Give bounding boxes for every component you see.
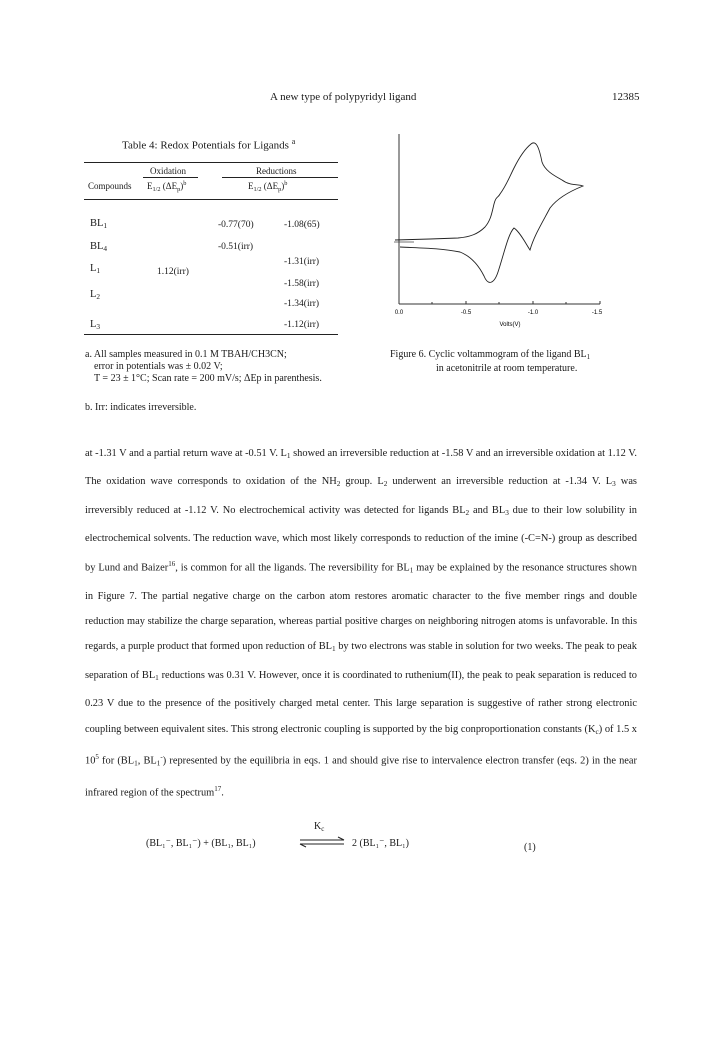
table-head-reductions-rule bbox=[222, 177, 338, 178]
body-text-sub: 1 bbox=[134, 759, 138, 768]
table-bottom-rule bbox=[84, 334, 338, 335]
table-head-e-ox-sup: b bbox=[183, 180, 187, 187]
cv-x-tick-label: -1.0 bbox=[527, 310, 539, 316]
table-head-e-ox-sub: 1/2 bbox=[152, 186, 161, 193]
body-text-run: by two electrons was stable in solution for two weeks. The peak to peak separation of BL bbox=[85, 641, 637, 681]
body-text-sub: 1 bbox=[409, 566, 414, 575]
compound-sub: 1 bbox=[103, 221, 108, 230]
table-cell-ox: 1.12(irr) bbox=[157, 267, 189, 277]
body-text-run: and BL bbox=[469, 504, 506, 516]
compound-base: BL bbox=[90, 218, 104, 229]
figure-cyclic-voltammogram bbox=[390, 128, 610, 332]
body-text-run: ) represented by the equilibria in eqs. 1 and should give rise to intervalence electron transfer (eqs. 2) in the near infrared region of the spectrum bbox=[85, 755, 637, 799]
equation-constant bbox=[314, 821, 324, 833]
table-cell-red2: -1.34(irr) bbox=[284, 299, 320, 309]
table-head-compounds: Compounds bbox=[88, 181, 132, 191]
page-number: 12385 bbox=[612, 91, 640, 103]
footnote-a-line1: a. All samples measured in 0.1 M TBAH/CH3CN; bbox=[85, 349, 287, 360]
figure-caption-line1 bbox=[390, 349, 660, 363]
compound-base: L bbox=[90, 319, 97, 330]
table-head-e-ox bbox=[147, 180, 186, 193]
compound-base: L bbox=[90, 263, 97, 274]
body-text-run: L bbox=[605, 476, 613, 488]
table-head-e-red-rest: (ΔE bbox=[261, 181, 279, 191]
cv-x-tick-label: -1.5 bbox=[591, 310, 603, 316]
table-cell-red2: -1.08(65) bbox=[284, 220, 320, 230]
body-text-sup: - bbox=[160, 752, 163, 761]
body-text-sub: 1 bbox=[156, 759, 161, 768]
body-text-sub: 2 bbox=[336, 480, 341, 489]
body-paragraph bbox=[85, 441, 637, 806]
equilibrium-arrows bbox=[298, 836, 346, 848]
cv-x-tick-label: -0.5 bbox=[460, 310, 472, 316]
body-text-run: showed an irreversible reduction at -1.58 V and an irreversible oxidation at 1.12 V. The oxidation wave corresponds to oxidation of the NH bbox=[85, 448, 637, 488]
body-text-run: at -1.31 V and a partial return wave at -0.51 V. bbox=[85, 448, 281, 459]
body-text-run: . bbox=[221, 787, 224, 799]
table-caption-sup: a bbox=[291, 137, 296, 146]
body-text-run: was irreversibly reduced at -1.12 V. No electrochemical activity was detected for ligands BL bbox=[85, 476, 637, 516]
body-text-sub: 2 bbox=[465, 508, 470, 517]
table-row-compound bbox=[90, 319, 100, 331]
table-cell-red2: -1.31(irr) bbox=[284, 257, 320, 267]
table-top-rule bbox=[84, 162, 338, 163]
table-cell-red1: -0.77(70) bbox=[218, 220, 254, 230]
table-head-oxidation-rule bbox=[143, 177, 198, 178]
compound-base: L bbox=[90, 289, 97, 300]
body-text-run: group. bbox=[340, 476, 378, 488]
table-head-oxidation: Oxidation bbox=[150, 166, 186, 176]
table-head-e-red-letter: E bbox=[248, 181, 254, 191]
figure-caption bbox=[390, 349, 660, 375]
equation-constant-letter: K bbox=[314, 821, 322, 832]
body-text-sub: 3 bbox=[612, 480, 616, 489]
body-text-run: reductions was 0.31 V. However, once it is coordinated to ruthenium(II), the peak to peak separation is reduced to 0.23 V due to the presence of the positively charged metal center. This large separation is suggestive of rather strong electronic coupling between equivalent sites. This strong electronic coupling is supported by the big conproportionation constants (K bbox=[85, 669, 638, 735]
figure-caption-line1-text: Figure 6. Cyclic voltammogram of the ligand BL bbox=[390, 349, 587, 360]
body-text-sub: 1 bbox=[332, 645, 336, 654]
table-head-e-ox-letter: E bbox=[147, 181, 153, 191]
body-text-run: due to their low solubility in electrochemical solvents. The reduction wave, which most likely corresponds to reduction of the imine (-C=N-) group as described by Lund and Baizer bbox=[85, 504, 638, 574]
table-head-e-red-sub2: p bbox=[278, 186, 282, 193]
body-text-run: underwent an irreversible reduction at -1.34 V. bbox=[387, 476, 606, 488]
body-text-sup: 5 bbox=[95, 752, 99, 761]
body-text-sub: 1 bbox=[286, 452, 291, 460]
table-head-e-red-sub: 1/2 bbox=[253, 186, 262, 193]
figure-caption-line2: in acetonitrile at room temperature. bbox=[436, 363, 578, 374]
cv-trace bbox=[395, 143, 583, 283]
body-text-run: , is common for all the ligands. The reversibility for BL bbox=[175, 562, 410, 574]
table-head-bottom-rule bbox=[84, 199, 338, 200]
body-text-sup: 16 bbox=[168, 559, 176, 568]
table-head-e-ox-sub2: p bbox=[177, 186, 181, 193]
compound-sub: 3 bbox=[96, 322, 101, 331]
table-caption bbox=[122, 137, 295, 152]
table-row-compound bbox=[90, 241, 107, 253]
table-head-e-red-close: ) bbox=[281, 181, 285, 191]
footnote-a-line3: T = 23 ± 1°C; Scan rate = 200 mV/s; ΔEp in parenthesis. bbox=[94, 373, 322, 384]
body-text-sub: 2 bbox=[383, 480, 388, 489]
body-text-sub: 3 bbox=[505, 508, 509, 517]
equation-left: (BL₁⁻, BL₁⁻) + (BL₁, BL₁) bbox=[146, 838, 256, 849]
table-cell-red1: -0.51(irr) bbox=[218, 242, 254, 252]
table-footnote-a bbox=[85, 349, 385, 385]
table-row-compound bbox=[90, 289, 100, 301]
table-footnote-b: b. Irr: indicates irreversible. bbox=[85, 402, 197, 413]
equation-number: (1) bbox=[524, 842, 536, 853]
running-title: A new type of polypyridyl ligand bbox=[270, 91, 417, 103]
table-row-compound bbox=[90, 218, 107, 230]
compound-sub: 4 bbox=[103, 244, 108, 253]
body-text-sub: 1 bbox=[155, 673, 159, 682]
equation-constant-sub: c bbox=[321, 825, 325, 833]
table-cell-red2: -1.58(irr) bbox=[284, 279, 320, 289]
equation-right: 2 (BL₁⁻, BL₁) bbox=[352, 838, 409, 849]
body-text-sup: 17 bbox=[214, 784, 222, 793]
compound-base: BL bbox=[90, 241, 104, 252]
table-head-e-red bbox=[248, 180, 287, 193]
body-text-sub: c bbox=[595, 727, 599, 736]
body-text-run: for (BL bbox=[98, 755, 135, 767]
table-head-e-ox-rest: (ΔE bbox=[160, 181, 178, 191]
table-caption-text: Table 4: Redox Potentials for Ligands bbox=[122, 139, 289, 152]
cv-x-tick-label: 0.0 bbox=[394, 310, 404, 316]
table-head-e-ox-close: ) bbox=[180, 181, 184, 191]
table-head-reductions: Reductions bbox=[256, 166, 297, 176]
body-text-run: L bbox=[280, 448, 287, 459]
table-cell-red2: -1.12(irr) bbox=[284, 320, 320, 330]
figure-caption-line1-sub: 1 bbox=[586, 353, 591, 361]
body-text-run: may be explained by the resonance structures shown in Figure 7. The partial negative charge on the carbon atom restores aromatic character to the five member rings and double reduction may stabilize the charge separation, whereas partial positive charges on neighboring nitrogen atoms is unfavorable. In this regards, a purple product that formed upon reduction of BL bbox=[85, 562, 638, 653]
compound-sub: 1 bbox=[96, 266, 101, 275]
footnote-a-line2: error in potentials was ± 0.02 V; bbox=[94, 361, 223, 372]
table-row-compound bbox=[90, 263, 100, 275]
compound-sub: 2 bbox=[96, 292, 101, 301]
body-text-run: , BL bbox=[137, 755, 157, 767]
table-head-e-red-sup: b bbox=[284, 180, 288, 187]
body-text-run: ) of 1.5 x 10 bbox=[85, 723, 638, 767]
cv-x-axis-label: Volts(V) bbox=[499, 322, 521, 328]
body-text-run: L bbox=[377, 476, 384, 488]
